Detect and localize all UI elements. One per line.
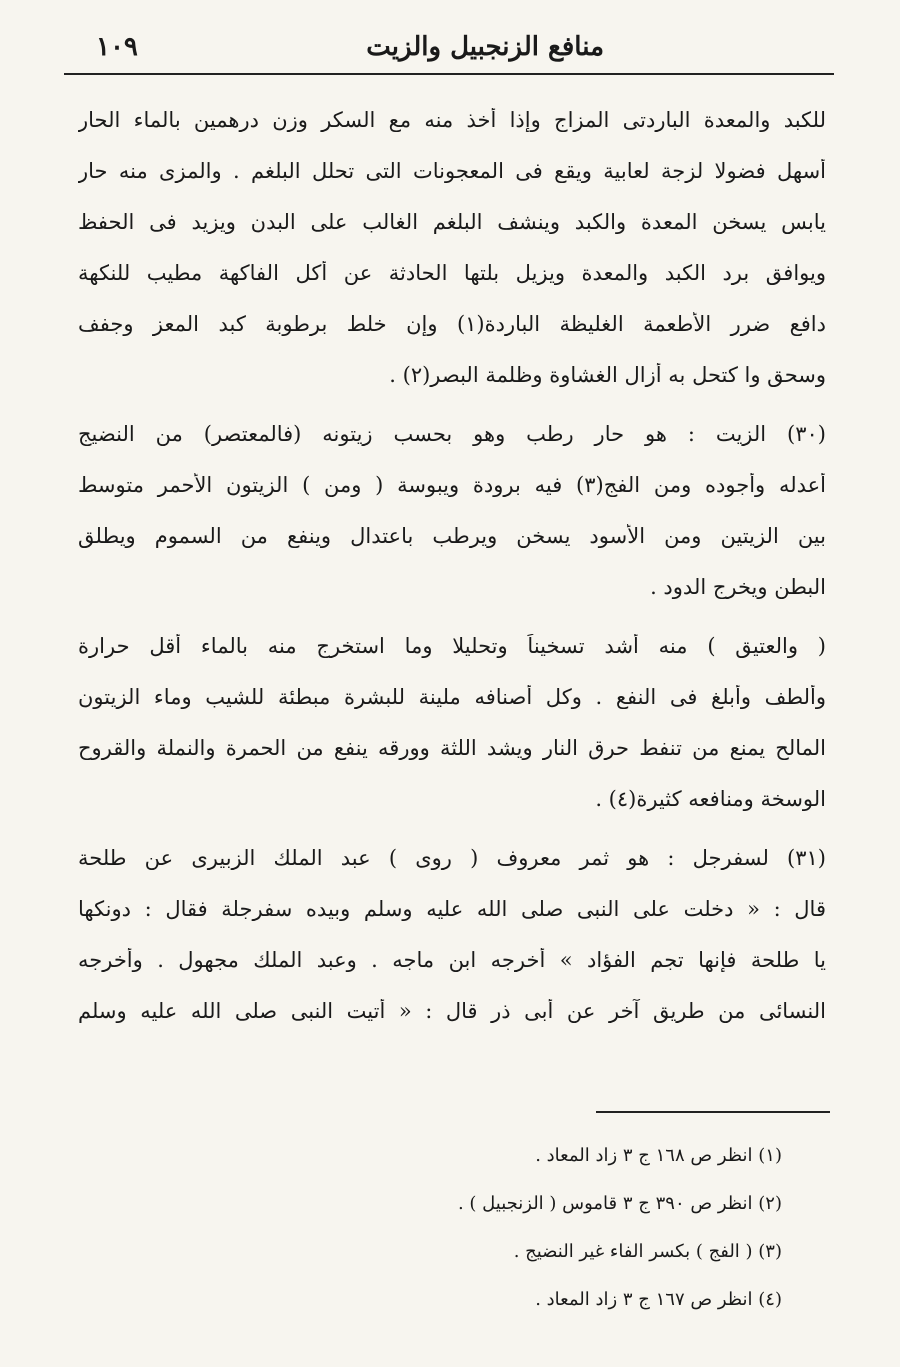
main-text [78,108,826,1050]
text-line: البطن ويخرج الدود . [650,575,826,599]
text-line: بين الزيتين ومن الأسود يسخن ويرطب باعتدال وينفع من السموم ويطلق [78,524,826,548]
text-line: للكبد والمعدة الباردتى المزاج وإذا أخذ منه مع السكر وزن درهمين بالماء الحار [78,108,826,132]
footnote: (٣) ( الفج ) بكسر الفاء غير النضيج . [513,1241,782,1262]
footnote-rule [596,1111,830,1113]
text-line: يابس يسخن المعدة والكبد وينشف البلغم الغالب على البدن ويزيد فى الحفظ [78,210,826,234]
page-number: ١٠٩ [96,32,138,62]
running-title: منافع الزنجبيل والزيت [366,32,604,62]
text-line: الوسخة ومنافعه كثيرة(٤) . [595,787,826,811]
header-rule [64,73,834,75]
footnote: (٤) انظر ص ١٦٧ ج ٣ زاد المعاد . [535,1289,782,1310]
text-line: وألطف وأبلغ فى النفع . وكل أصنافه ملينة للبشرة مبطئة للشيب وماء الزيتون [78,685,826,709]
text-line: النسائى من طريق آخر عن أبى ذر قال : « أتيت النبى صلى الله عليه وسلم [78,999,826,1023]
text-line: دافع ضرر الأطعمة الغليظة الباردة(١) وإن خلط برطوبة كبد المعز وجفف [78,312,826,336]
footnote: (١) انظر ص ١٦٨ ج ٣ زاد المعاد . [535,1145,782,1166]
footnotes [282,1145,782,1337]
text-line: يا طلحة فإنها تجم الفؤاد » أخرجه ابن ماجه . وعبد الملك مجهول . وأخرجه [78,948,826,972]
text-line: وسحق وا كتحل به أزال الغشاوة وظلمة البصر(٢) . [389,363,826,387]
running-header [66,26,834,70]
text-line: (٣٠) الزيت : هو حار رطب وهو بحسب زيتونه (فالمعتصر) من النضيج [78,422,826,446]
text-line: قال : « دخلت على النبى صلى الله عليه وسلم وبيده سفرجلة فقال : دونكها [78,897,826,921]
text-line: ويوافق برد الكبد والمعدة ويزيل بلتها الحادثة عن أكل الفاكهة مطيب للنكهة [78,261,826,285]
text-line: ( والعتيق ) منه أشد تسخيناً وتحليلا وما استخرج منه بالماء أقل حرارة [78,634,826,658]
text-line: أعدله وأجوده ومن الفج(٣) فيه برودة ويبوسة ( ومن ) الزيتون الأحمر متوسط [78,473,826,497]
footnote: (٢) انظر ص ٣٩٠ ج ٣ قاموس ( الزنجبيل ) . [457,1193,782,1214]
text-line: (٣١) لسفرجل : هو ثمر معروف ( روى ) عبد الملك الزبيرى عن طلحة [78,846,826,870]
text-line: أسهل فضولا لزجة لعابية ويقع فى المعجونات التى تحلل البلغم . والمزى منه حار [78,159,826,183]
text-line: المالح يمنع من تنفط حرق النار ويشد اللثة وورقه ينفع من الحمرة والنملة والقروح [78,736,826,760]
